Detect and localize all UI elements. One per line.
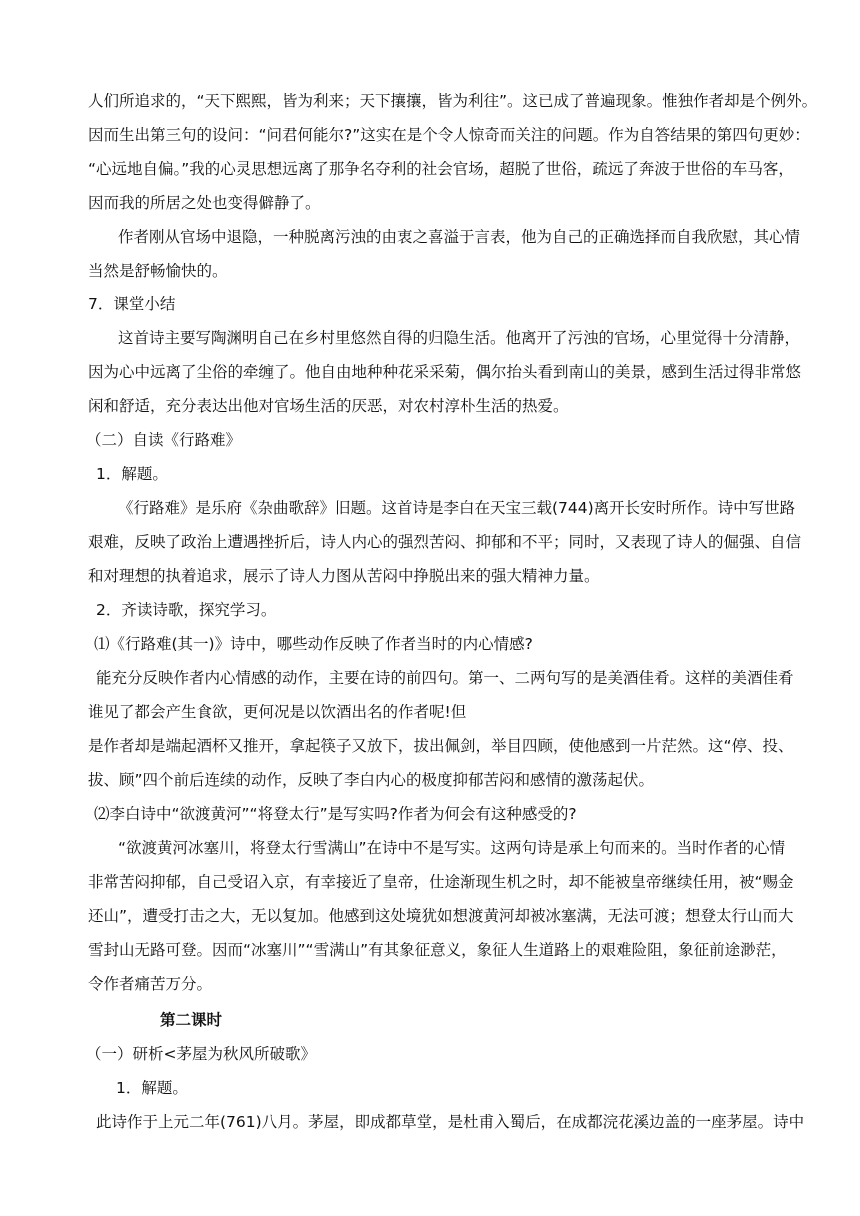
paragraph-line: 谁见了都会产生食欲，更何况是以饮酒出名的作者呢!但 xyxy=(88,703,467,721)
paragraph-line: 拔、顾”四个前后连续的动作，反映了李白内心的极度抑郁苦闷和感情的激荡起伏。 xyxy=(88,771,655,789)
section-heading: （二）自读《行路难》 xyxy=(86,431,242,449)
paragraph-line: 当然是舒畅愉快的。 xyxy=(88,262,228,280)
question-line: ⑵李白诗中“欲渡黄河”“将登太行”是写实吗?作者为何会有这种感受的? xyxy=(94,805,577,823)
paragraph-line: “欲渡黄河冰塞川，将登太行雪满山”在诗中不是写实。这两句诗是承上句而来的。当时作者的心情 xyxy=(118,839,786,857)
subsection-heading: 1．解题。 xyxy=(116,1079,188,1097)
paragraph-line: 还山”，遭受打击之大，无以复加。他感到这处境犹如想渡黄河却被冰塞满，无法可渡；想登太行山而大 xyxy=(88,907,794,925)
subsection-heading: 2．齐读诗歌，探究学习。 xyxy=(96,601,277,619)
paragraph-line: 非常苦闷抑郁，自己受诏入京，有幸接近了皇帝，仕途渐现生机之时，却不能被皇帝继续任用，被“赐金 xyxy=(88,873,794,891)
paragraph-line: 因为心中远离了尘俗的牵缠了。他自由地种种花采采菊，偶尔抬头看到南山的美景，感到生活过得非常悠 xyxy=(88,363,802,381)
paragraph-line: 和对理想的执着追求，展示了诗人力图从苦闷中挣脱出来的强大精神力量。 xyxy=(88,567,600,585)
paragraph-line: 是作者却是端起酒杯又推开，拿起筷子又放下，拔出佩剑，举目四顾，使他感到一片茫然。这“停、投、 xyxy=(88,737,794,755)
paragraph-line: 人们所追求的，“天下熙熙，皆为利来；天下攘攘，皆为利往”。这已成了普遍现象。惟独作者却是个例外。 xyxy=(88,92,818,110)
paragraph-line: 能充分反映作者内心情感的动作，主要在诗的前四句。第一、二两句写的是美酒佳肴。这样的美酒佳肴 xyxy=(96,669,794,687)
paragraph-line: 雪封山无路可登。因而“冰塞川”“雪满山”有其象征意义，象征人生道路上的艰难险阻，象征前途渺茫， xyxy=(88,941,787,959)
paragraph-line: 《行路难》是乐府《杂曲歌辞》旧题。这首诗是李白在天宝三载(744)离开长安时所作。诗中写世路 xyxy=(118,499,796,517)
subsection-heading: 1．解题。 xyxy=(96,465,168,483)
question-line: ⑴《行路难(其一)》诗中，哪些动作反映了作者当时的内心情感? xyxy=(94,635,533,653)
paragraph-line: 此诗作于上元二年(761)八月。茅屋，即成都草堂，是杜甫入蜀后，在成都浣花溪边盖的一座茅屋。诗中 xyxy=(96,1113,805,1131)
paragraph-line: “心远地自偏。”我的心灵思想远离了那争名夺利的社会官场，超脱了世俗，疏远了奔波于世俗的车马客， xyxy=(88,160,794,178)
lesson-title: 第二课时 xyxy=(160,1011,223,1029)
paragraph-line: 令作者痛苦万分。 xyxy=(88,975,213,993)
paragraph-line: 因而我的所居之处也变得僻静了。 xyxy=(88,194,321,212)
section-heading: （一）研析<茅屋为秋风所破歌》 xyxy=(86,1045,316,1063)
paragraph-line: 因而生出第三句的设问：“问君何能尔?”这实在是个令人惊奇而关注的问题。作为自答结果的第四句更妙： xyxy=(88,126,810,144)
paragraph-line: 闲和舒适，充分表达出他对官场生活的厌恶，对农村淳朴生活的热爱。 xyxy=(88,397,569,415)
paragraph-line: 作者刚从官场中退隐，一种脱离污浊的由衷之喜溢于言表，他为自己的正确选择而自我欣慰，其心情 xyxy=(118,228,801,246)
paragraph-line: 这首诗主要写陶渊明自己在乡村里悠然自得的归隐生活。他离开了污浊的官场，心里觉得十分清静， xyxy=(118,329,801,347)
section-heading: 7．课堂小结 xyxy=(88,295,176,313)
paragraph-line: 艰难，反映了政治上遭遇挫折后，诗人内心的强烈苦闷、抑郁和不平；同时，又表现了诗人的倔强、自信 xyxy=(88,533,802,551)
